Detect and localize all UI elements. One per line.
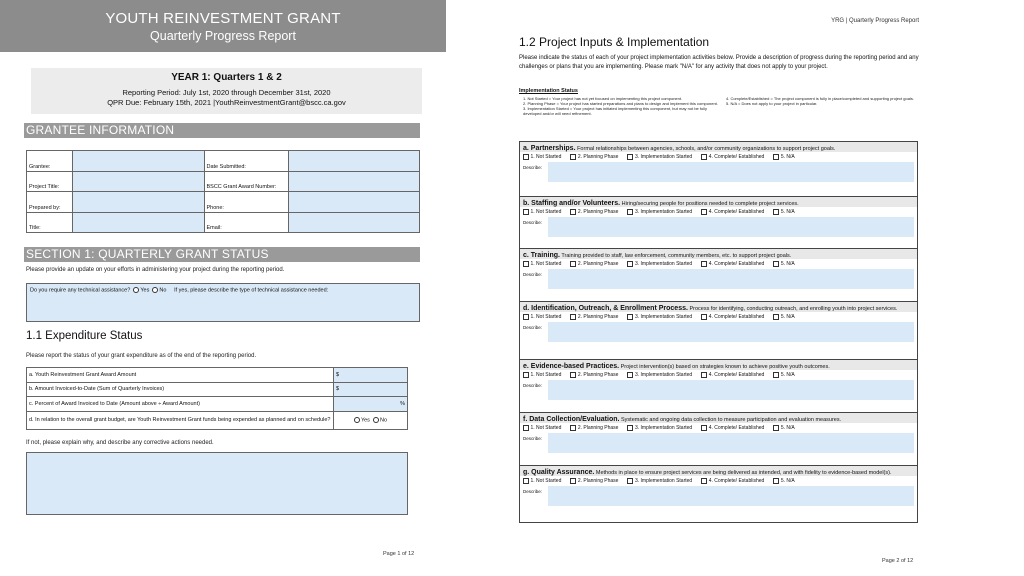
describe-label: Describe:	[523, 383, 543, 389]
legend-item: 4. Complete/Established = The project component is fully in place/completed and supporting project goals.	[726, 96, 914, 101]
option-complete[interactable]: 4. Complete/ Established	[701, 372, 764, 378]
status-options	[520, 312, 917, 321]
option-not-started[interactable]: 1. Not Started	[523, 372, 561, 378]
option-planning[interactable]: 2. Planning Phase	[570, 372, 618, 378]
page-number: Page 1 of 12	[383, 551, 415, 557]
option-complete[interactable]: 4. Complete/ Established	[701, 154, 764, 160]
email-label: Email:	[204, 212, 288, 233]
legend-item: 2. Planning Phase = Your project has started preparations and plans to design and implement this component.	[523, 101, 718, 106]
option-na[interactable]: 5. N/A	[773, 478, 794, 484]
option-impl-started[interactable]: 3. Implementation Started	[627, 209, 692, 215]
project-title-field[interactable]	[73, 171, 205, 192]
option-planning[interactable]: 2. Planning Phase	[570, 478, 618, 484]
explanation-field[interactable]	[26, 452, 408, 515]
date-submitted-label: Date Submitted:	[204, 151, 288, 172]
year-title: YEAR 1: Quarters 1 & 2	[171, 72, 282, 83]
option-not-started[interactable]: 1. Not Started	[523, 154, 561, 160]
page-header: YRG | Quarterly Progress Report	[831, 18, 919, 24]
phone-label: Phone:	[204, 192, 288, 213]
option-planning[interactable]: 2. Planning Phase	[570, 314, 618, 320]
phone-field[interactable]	[288, 192, 420, 213]
option-complete[interactable]: 4. Complete/ Established	[701, 478, 764, 484]
option-na[interactable]: 5. N/A	[773, 209, 794, 215]
implementation-status-label: Implementation Status	[519, 88, 578, 94]
on-schedule-choice	[334, 411, 408, 429]
checkbox[interactable]	[701, 154, 707, 160]
schedule-no-label: No	[380, 417, 388, 424]
title-field[interactable]	[73, 212, 205, 233]
expenditure-value[interactable]: $	[334, 368, 408, 383]
checkbox[interactable]	[773, 372, 779, 378]
status-options	[520, 152, 917, 161]
tech-yes-label: Yes	[140, 287, 150, 294]
describe-field[interactable]	[548, 269, 914, 289]
option-impl-started[interactable]: 3. Implementation Started	[627, 372, 692, 378]
activity-desc: Formal relationships between agencies, schools, and/or community organizations to support project goals.	[577, 146, 836, 152]
checkbox[interactable]	[523, 425, 529, 431]
describe-field[interactable]	[548, 380, 914, 400]
option-na[interactable]: 5. N/A	[773, 261, 794, 267]
option-na[interactable]: 5. N/A	[773, 372, 794, 378]
describe-label: Describe:	[523, 489, 543, 495]
checkbox[interactable]	[570, 314, 576, 320]
describe-label: Describe:	[523, 165, 543, 171]
option-complete[interactable]: 4. Complete/ Established	[701, 261, 764, 267]
option-complete[interactable]: 4. Complete/ Established	[701, 425, 764, 431]
describe-field[interactable]	[548, 322, 914, 342]
expenditure-label: c. Percent of Award Invoiced to Date (Amount above ÷ Award Amount)	[27, 397, 334, 412]
describe-field[interactable]	[548, 162, 914, 182]
expenditure-table	[26, 367, 408, 430]
checkbox[interactable]	[570, 425, 576, 431]
report-banner	[0, 0, 446, 52]
checkbox[interactable]	[570, 209, 576, 215]
project-title-label: Project Title:	[27, 171, 73, 192]
option-na[interactable]: 5. N/A	[773, 314, 794, 320]
schedule-yes-label: Yes	[360, 417, 370, 424]
checkbox[interactable]	[523, 372, 529, 378]
option-na[interactable]: 5. N/A	[773, 154, 794, 160]
option-na[interactable]: 5. N/A	[773, 425, 794, 431]
checkbox[interactable]	[701, 261, 707, 267]
checkbox[interactable]	[570, 372, 576, 378]
email-field[interactable]	[288, 212, 420, 233]
status-options	[520, 259, 917, 268]
activity-data-collection	[520, 413, 917, 466]
year-box	[31, 68, 422, 114]
checkbox[interactable]	[523, 314, 529, 320]
checkbox[interactable]	[523, 209, 529, 215]
checkbox[interactable]	[627, 425, 633, 431]
checkbox[interactable]	[627, 314, 633, 320]
activity-name: d. Identification, Outreach, & Enrollment Process.	[523, 305, 688, 312]
checkbox[interactable]	[773, 478, 779, 484]
describe-field[interactable]	[548, 486, 914, 506]
bscc-number-field[interactable]	[288, 171, 420, 192]
expenditure-value[interactable]: %	[334, 397, 408, 412]
expenditure-intro: Please report the status of your grant expenditure as of the end of the reporting period.	[26, 353, 257, 359]
status-options	[520, 370, 917, 379]
option-not-started[interactable]: 1. Not Started	[523, 425, 561, 431]
checkbox[interactable]	[773, 154, 779, 160]
tech-no-label: No	[159, 287, 167, 294]
activity-name: a. Partnerships.	[523, 145, 576, 152]
status-options	[520, 476, 917, 485]
technical-assistance-box[interactable]	[26, 283, 420, 322]
tech-no-radio[interactable]	[152, 287, 158, 293]
option-not-started[interactable]: 1. Not Started	[523, 209, 561, 215]
activity-staffing	[520, 197, 917, 249]
activity-desc: Systematic and ongoing data collection to measure participation and evaluation measures.	[621, 417, 842, 423]
title-label: Title:	[27, 212, 73, 233]
section-1-intro: Please provide an update on your efforts in administering your project during the reporting period.	[26, 267, 285, 273]
activity-identification	[520, 302, 917, 360]
option-impl-started[interactable]: 3. Implementation Started	[627, 478, 692, 484]
table-row	[27, 397, 408, 412]
checkbox[interactable]	[627, 154, 633, 160]
implementation-legend-left	[523, 96, 723, 116]
checkbox[interactable]	[701, 425, 707, 431]
checkbox[interactable]	[627, 478, 633, 484]
activity-training	[520, 249, 917, 302]
checkbox[interactable]	[523, 261, 529, 267]
banner-subtitle: Quarterly Progress Report	[150, 29, 296, 43]
activity-quality-assurance	[520, 466, 917, 523]
expenditure-label: d. In relation to the overall grant budget, are Youth Reinvestment Grant funds being expended as planned and on schedule?	[27, 411, 334, 429]
checkbox[interactable]	[570, 154, 576, 160]
checkbox[interactable]	[570, 478, 576, 484]
describe-label: Describe:	[523, 325, 543, 331]
grantee-field[interactable]	[73, 151, 205, 172]
describe-field[interactable]	[548, 217, 914, 237]
implementation-legend-right	[726, 96, 916, 106]
section-intro: Please indicate the status of each of your project implementation activities below. Provide a description of progress during the reporting period and any challenges or plans that you are implementing. Please mark "N/A" for any activity that does not apply to your project.	[519, 55, 919, 70]
option-planning[interactable]: 2. Planning Phase	[570, 261, 618, 267]
option-planning[interactable]: 2. Planning Phase	[570, 425, 618, 431]
expenditure-label: a. Youth Reinvestment Grant Award Amount	[27, 368, 334, 383]
checkbox[interactable]	[773, 261, 779, 267]
activity-name: f. Data Collection/Evaluation.	[523, 416, 620, 423]
expenditure-title: 1.1 Expenditure Status	[26, 330, 143, 342]
table-row	[27, 368, 408, 383]
option-complete[interactable]: 4. Complete/ Established	[701, 314, 764, 320]
expenditure-label: b. Amount Invoiced-to-Date (Sum of Quarterly Invoices)	[27, 382, 334, 397]
explain-prompt: If not, please explain why, and describe any corrective actions needed.	[26, 440, 214, 446]
checkbox[interactable]	[627, 372, 633, 378]
checkbox[interactable]	[627, 209, 633, 215]
page-1	[0, 0, 446, 576]
legend-item: 1. Not Started = Your project has not yet focused on implementing this project component.	[523, 96, 683, 101]
tech-question: Do you require any technical assistance?	[30, 287, 131, 294]
describe-label: Describe:	[523, 272, 543, 278]
reporting-period: Reporting Period: July 1st, 2020 through December 31st, 2020	[122, 88, 331, 97]
describe-label: Describe:	[523, 436, 543, 442]
describe-field[interactable]	[548, 433, 914, 453]
activity-desc: Hiring/securing people for positions needed to complete project services.	[621, 201, 799, 207]
grantee-info-header: GRANTEE INFORMATION	[24, 123, 420, 138]
checkbox[interactable]	[523, 478, 529, 484]
activity-desc: Methods in place to ensure project services are being delivered as intended, and with fidelity to evidence-based model(s).	[595, 470, 892, 476]
option-planning[interactable]: 2. Planning Phase	[570, 209, 618, 215]
option-impl-started[interactable]: 3. Implementation Started	[627, 261, 692, 267]
option-impl-started[interactable]: 3. Implementation Started	[627, 314, 692, 320]
bscc-number-label: BSCC Grant Award Number:	[204, 171, 288, 192]
option-not-started[interactable]: 1. Not Started	[523, 261, 561, 267]
date-submitted-field[interactable]	[288, 151, 420, 172]
legend-item: 3. Implementation Started = Your project has initiated implementing this component, but may not be fully developed and/or will need refinement.	[523, 106, 707, 116]
expenditure-value[interactable]: $	[334, 382, 408, 397]
section-title: 1.2 Project Inputs & Implementation	[519, 35, 710, 49]
checkbox[interactable]	[773, 425, 779, 431]
checkbox[interactable]	[773, 314, 779, 320]
option-impl-started[interactable]: 3. Implementation Started	[627, 425, 692, 431]
grantee-info-table	[26, 150, 420, 233]
activity-name: g. Quality Assurance.	[523, 469, 595, 476]
tech-followup: If yes, please describe the type of technical assistance needed:	[174, 287, 329, 294]
page-number: Page 2 of 12	[882, 558, 914, 564]
table-row	[27, 411, 408, 429]
banner-title: YOUTH REINVESTMENT GRANT	[105, 10, 341, 27]
checkbox[interactable]	[701, 314, 707, 320]
status-options	[520, 207, 917, 216]
checkbox[interactable]	[773, 209, 779, 215]
option-impl-started[interactable]: 3. Implementation Started	[627, 154, 692, 160]
activity-desc: Project intervention(s) based on strategies known to achieve positive youth outcomes.	[620, 364, 830, 370]
checkbox[interactable]	[523, 154, 529, 160]
legend-item: 5. N/A = Does not apply to your project in particular.	[726, 101, 818, 106]
activity-name: c. Training.	[523, 252, 560, 259]
checkbox[interactable]	[701, 478, 707, 484]
activity-partnerships	[520, 142, 917, 197]
option-planning[interactable]: 2. Planning Phase	[570, 154, 618, 160]
option-complete[interactable]: 4. Complete/ Established	[701, 209, 764, 215]
qpr-due: QPR Due: February 15th, 2021 |YouthReinvestmentGrant@bscc.ca.gov	[107, 98, 346, 107]
tech-yes-radio[interactable]	[133, 287, 139, 293]
grantee-label: Grantee:	[27, 151, 73, 172]
status-options	[520, 423, 917, 432]
checkbox[interactable]	[627, 261, 633, 267]
option-not-started[interactable]: 1. Not Started	[523, 478, 561, 484]
schedule-no-radio[interactable]	[373, 417, 379, 423]
checkbox[interactable]	[570, 261, 576, 267]
checkbox[interactable]	[701, 209, 707, 215]
prepared-by-label: Prepared by:	[27, 192, 73, 213]
checkbox[interactable]	[701, 372, 707, 378]
activity-name: e. Evidence-based Practices.	[523, 363, 620, 370]
activity-name: b. Staffing and/or Volunteers.	[523, 200, 621, 207]
section-1-header: SECTION 1: QUARTERLY GRANT STATUS	[24, 247, 420, 262]
activity-evidence-based	[520, 360, 917, 413]
activity-desc: Process for identifying, conducting outreach, and enrolling youth into project services.	[689, 306, 898, 312]
option-not-started[interactable]: 1. Not Started	[523, 314, 561, 320]
activities-table	[519, 141, 918, 523]
activity-desc: Training provided to staff, law enforcement, community members, etc. to support project goals.	[561, 253, 792, 259]
page-2	[476, 0, 1024, 576]
prepared-by-field[interactable]	[73, 192, 205, 213]
schedule-yes-radio[interactable]	[354, 417, 360, 423]
describe-label: Describe:	[523, 220, 543, 226]
table-row	[27, 382, 408, 397]
